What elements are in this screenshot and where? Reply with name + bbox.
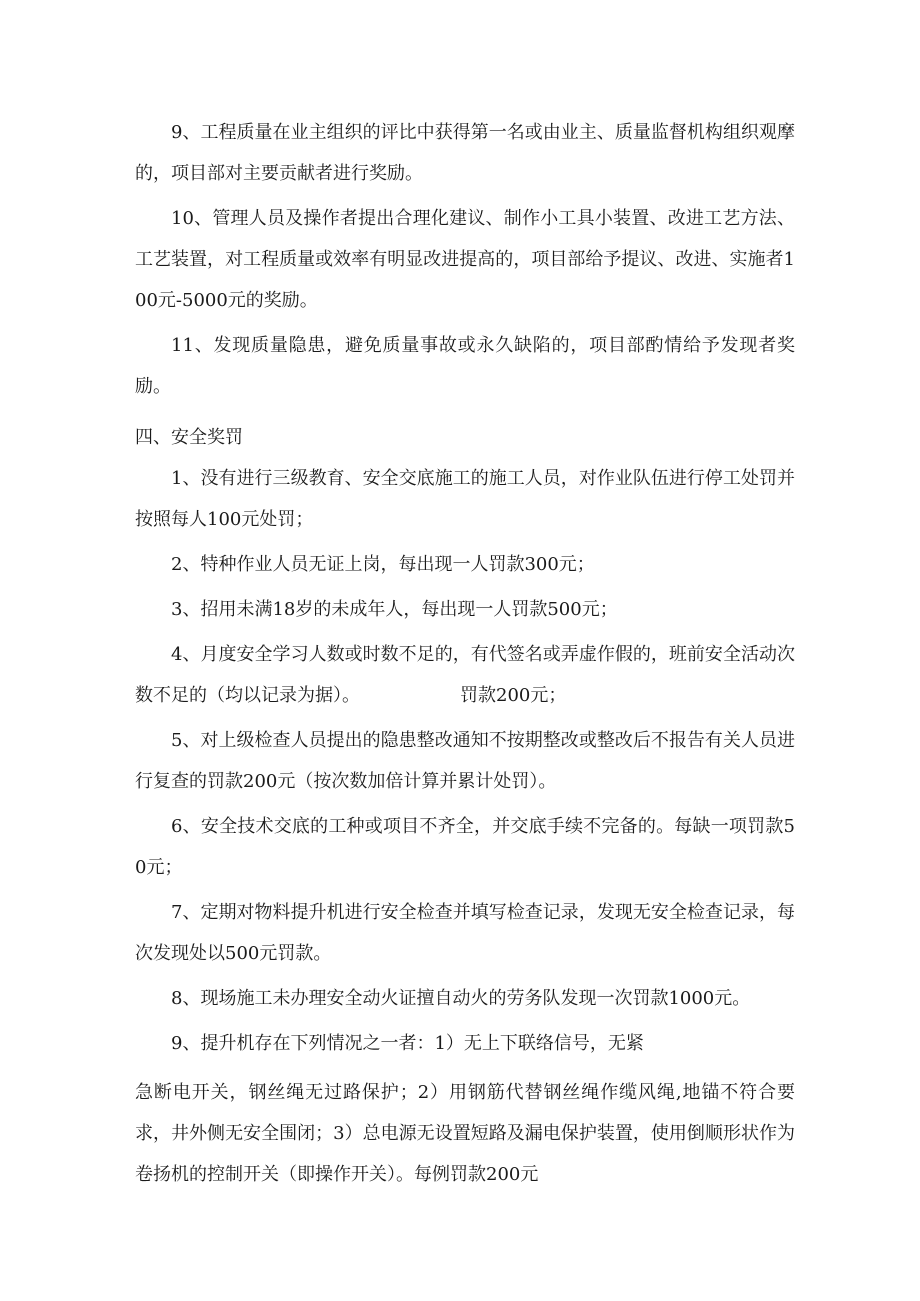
document-page (135, 112, 795, 1195)
safety-item-3: 3、招用未满18岁的未成年人，每出现一人罚款500元； (171, 599, 618, 620)
safety-item-9-continued: 急断电开关，钢丝绳无过路保护；2）用钢筋代替钢丝绳作缆风绳,地锚不符合要求，井外侧无安全围闭；3）总电源无设置短路及漏电保护装置，使用倒顺形状作为卷扬机的控制开关（即操作开关）。每例罚款200元 (135, 1082, 795, 1185)
quality-reward-item-9: 9、工程质量在业主组织的评比中获得第一名或由业主、质量监督机构组织观摩的，项目部对主要贡献者进行奖励。 (135, 122, 795, 184)
safety-item-9-head: 9、提升机存在下列情况之一者：1）无上下联络信号，无紧 (171, 1033, 644, 1054)
safety-item-6: 6、安全技术交底的工种或项目不齐全，并交底手续不完备的。每缺一项罚款50元； (135, 816, 795, 878)
quality-reward-item-10: 10、管理人员及操作者提出合理化建议、制作小工具小装置、改进工艺方法、工艺装置，对工程质量或效率有明显改进提高的，项目部给予提议、改进、实施者100元-5000元的奖励。 (135, 208, 795, 311)
quality-reward-item-11: 11、发现质量隐患，避免质量事故或永久缺陷的，项目部酌情给予发现者奖励。 (135, 335, 795, 397)
safety-item-2: 2、特种作业人员无证上岗，每出现一人罚款300元； (171, 554, 595, 575)
safety-item-7: 7、定期对物料提升机进行安全检查并填写检查记录，发现无安全检查记录，每次发现处以500元罚款。 (135, 902, 795, 964)
safety-item-1: 1、没有进行三级教育、安全交底施工的施工人员，对作业队伍进行停工处罚并按照每人100元处罚； (135, 468, 795, 530)
safety-item-5: 5、对上级检查人员提出的隐患整改通知不按期整改或整改后不报告有关人员进行复查的罚款200元（按次数加倍计算并累计处罚）。 (135, 730, 795, 792)
safety-item-4-text: 4、月度安全学习人数或时数不足的，有代签名或弄虚作假的，班前安全活动次数不足的（均以记录为据）。 (135, 644, 795, 706)
safety-item-8: 8、现场施工未办理安全动火证擅自动火的劳务队发现一次罚款1000元。 (171, 988, 751, 1009)
safety-item-4 (135, 634, 795, 716)
section-heading-safety: 四、安全奖罚 (135, 427, 243, 448)
safety-item-4-fine: 罚款200元； (460, 685, 567, 706)
